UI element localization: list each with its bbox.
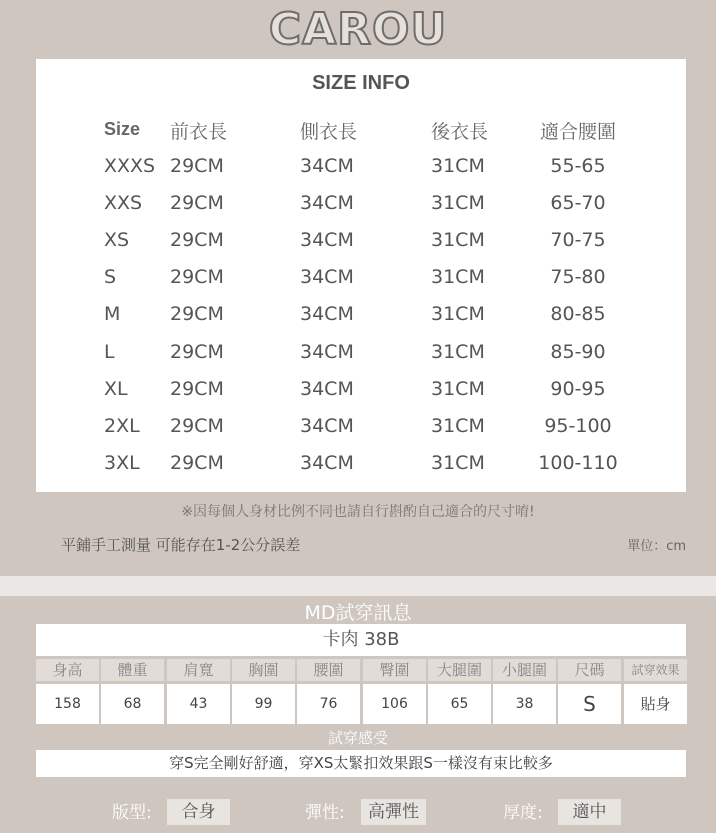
size-table-cell: 34CM bbox=[300, 415, 354, 437]
size-table-cell: 100-110 bbox=[538, 452, 618, 474]
md-header: 試穿效果 bbox=[624, 659, 687, 681]
size-table-cell: 31CM bbox=[431, 378, 485, 400]
md-fitting-title: MD試穿訊息 bbox=[304, 602, 412, 624]
fit-value: 合身 bbox=[167, 799, 230, 825]
size-table-cell: 34CM bbox=[300, 341, 354, 363]
md-header: 體重 bbox=[101, 659, 164, 681]
elasticity-value: 高彈性 bbox=[361, 799, 426, 825]
md-header: 尺碼 bbox=[558, 659, 621, 681]
size-table-header: 前衣長 bbox=[170, 121, 228, 143]
fit-label: 版型: bbox=[112, 803, 152, 823]
size-table-cell: 70-75 bbox=[550, 229, 606, 251]
size-table-cell: 29CM bbox=[170, 229, 224, 251]
size-table-cell: 34CM bbox=[300, 229, 354, 251]
size-table-cell: 55-65 bbox=[550, 155, 606, 177]
size-table-cell: 31CM bbox=[431, 266, 485, 288]
size-table-cell: 75-80 bbox=[550, 266, 606, 288]
size-table-header: Size bbox=[104, 119, 141, 139]
size-table-cell: 31CM bbox=[431, 303, 485, 325]
md-header: 腰圍 bbox=[297, 659, 360, 681]
measure-note: 平鋪手工測量 可能存在1-2公分誤差 bbox=[61, 536, 301, 554]
size-info-panel bbox=[36, 59, 686, 492]
size-label: M bbox=[104, 303, 121, 325]
size-label: 2XL bbox=[104, 415, 140, 437]
size-table-header: 後衣長 bbox=[431, 121, 489, 143]
size-table-cell: 80-85 bbox=[550, 303, 606, 325]
size-table-cell: 34CM bbox=[300, 452, 354, 474]
thickness-label: 厚度: bbox=[503, 803, 543, 823]
md-value: 43 bbox=[167, 684, 230, 724]
size-info-title: SIZE INFO bbox=[312, 72, 410, 94]
size-table-cell: 34CM bbox=[300, 192, 354, 214]
size-table-cell: 34CM bbox=[300, 378, 354, 400]
size-table-cell: 31CM bbox=[431, 452, 485, 474]
size-table-cell: 31CM bbox=[431, 229, 485, 251]
size-label: XL bbox=[104, 378, 128, 400]
disclaimer-note: ※因每個人身材比例不同也請自行斟酌自己適合的尺寸唷! bbox=[181, 504, 535, 520]
size-table-cell: 29CM bbox=[170, 192, 224, 214]
thickness-value: 適中 bbox=[558, 799, 621, 825]
size-label: 3XL bbox=[104, 452, 140, 474]
md-value: 76 bbox=[297, 684, 360, 724]
size-label: XXS bbox=[104, 192, 143, 214]
md-header: 胸圍 bbox=[232, 659, 295, 681]
size-table-cell: 29CM bbox=[170, 415, 224, 437]
md-value: 68 bbox=[101, 684, 164, 724]
size-label: S bbox=[104, 266, 117, 288]
md-header: 大腿圍 bbox=[428, 659, 491, 681]
md-value: 99 bbox=[232, 684, 295, 724]
size-table bbox=[36, 59, 686, 492]
size-label: XXXS bbox=[104, 155, 156, 177]
size-table-cell: 29CM bbox=[170, 341, 224, 363]
size-table-cell: 34CM bbox=[300, 303, 354, 325]
md-value: 65 bbox=[428, 684, 491, 724]
md-value: 貼身 bbox=[624, 684, 687, 724]
size-table-header: 側衣長 bbox=[300, 121, 358, 143]
md-header: 小腿圍 bbox=[493, 659, 556, 681]
size-table-cell: 31CM bbox=[431, 155, 485, 177]
size-table-cell: 29CM bbox=[170, 452, 224, 474]
fitting-feel-text: 穿S完全剛好舒適，穿XS太緊扣效果跟S一樣沒有束比較多 bbox=[36, 750, 686, 777]
md-value: 158 bbox=[36, 684, 99, 724]
md-value: 38 bbox=[493, 684, 556, 724]
md-value: S bbox=[558, 684, 621, 724]
size-label: L bbox=[104, 341, 115, 363]
size-table-cell: 65-70 bbox=[550, 192, 606, 214]
size-table-cell: 31CM bbox=[431, 415, 485, 437]
size-table-cell: 29CM bbox=[170, 155, 224, 177]
md-value: 106 bbox=[363, 684, 426, 724]
size-table-cell: 34CM bbox=[300, 155, 354, 177]
model-name: 卡肉 38B bbox=[36, 624, 686, 656]
size-table-cell: 34CM bbox=[300, 266, 354, 288]
brand-logo: CAROU bbox=[268, 4, 448, 55]
size-table-cell: 29CM bbox=[170, 303, 224, 325]
size-table-cell: 90-95 bbox=[550, 378, 606, 400]
md-header: 肩寬 bbox=[167, 659, 230, 681]
size-label: XS bbox=[104, 229, 130, 251]
section-divider bbox=[0, 576, 716, 596]
size-table-cell: 31CM bbox=[431, 192, 485, 214]
fitting-feel-title: 試穿感受 bbox=[327, 729, 388, 747]
size-table-header: 適合腰圍 bbox=[539, 121, 616, 143]
size-table-cell: 85-90 bbox=[550, 341, 606, 363]
md-header: 臀圍 bbox=[363, 659, 426, 681]
size-table-cell: 95-100 bbox=[544, 415, 612, 437]
elasticity-label: 彈性: bbox=[305, 803, 345, 823]
unit-note: 單位：cm bbox=[627, 539, 686, 554]
size-table-cell: 31CM bbox=[431, 341, 485, 363]
size-table-cell: 29CM bbox=[170, 378, 224, 400]
size-table-cell: 29CM bbox=[170, 266, 224, 288]
md-header: 身高 bbox=[36, 659, 99, 681]
